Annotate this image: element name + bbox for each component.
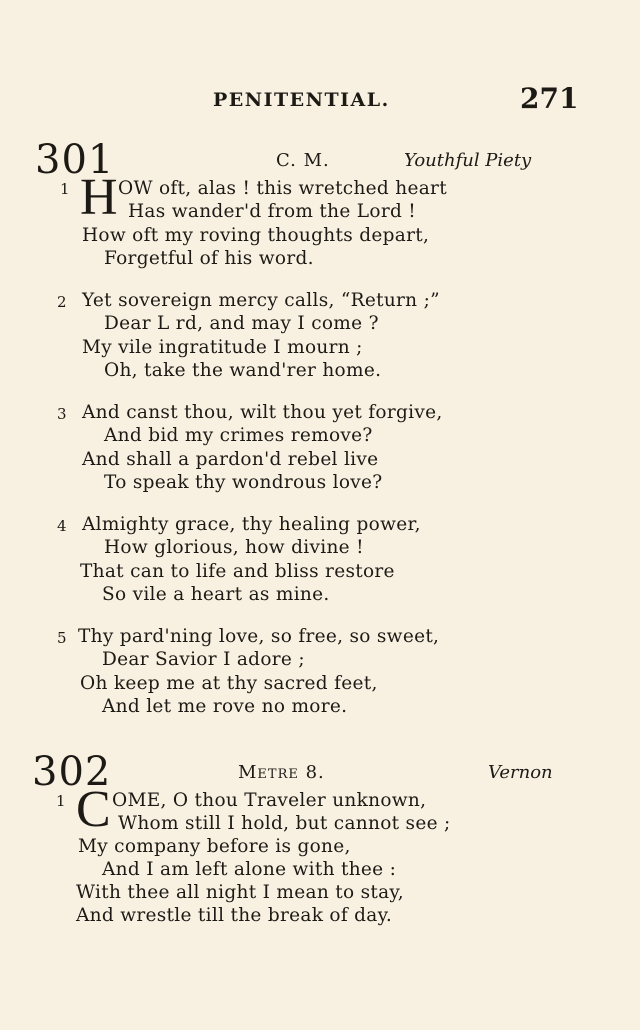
verse-line: How glorious, how divine ! <box>104 537 364 558</box>
verse-line: OME, O thou Traveler unknown, <box>112 790 427 811</box>
verse-line: With thee all night I mean to stay, <box>76 882 404 903</box>
drop-cap: H <box>80 169 118 226</box>
verse-line: Dear Savior I adore ; <box>102 649 305 670</box>
verse-line: And wrestle till the break of day. <box>76 905 393 926</box>
verse-number: 1 <box>60 180 70 198</box>
verse-number: 1 <box>56 792 66 810</box>
verse-line: And let me rove no more. <box>102 696 348 717</box>
verse-line: Forgetful of his word. <box>104 248 314 269</box>
verse-line: Yet sovereign mercy calls, “Return ;” <box>82 290 440 311</box>
verse-line: My company before is gone, <box>78 836 351 857</box>
verse-line: Dear L rd, and may I come ? <box>104 313 379 334</box>
page-number: 271 <box>520 82 579 115</box>
hymn-tune: Vernon <box>488 762 553 783</box>
verse-line: And shall a pardon'd rebel live <box>82 449 379 470</box>
verse-line: How oft my roving thoughts depart, <box>82 225 430 246</box>
verse-line: My vile ingratitude I mourn ; <box>82 337 363 358</box>
verse-number: 3 <box>57 405 67 423</box>
verse-line: And canst thou, wilt thou yet forgive, <box>82 402 443 423</box>
verse-number: 4 <box>57 517 67 535</box>
verse-line: That can to life and bliss restore <box>80 561 395 582</box>
verse-line: Oh, take the wand'rer home. <box>104 360 382 381</box>
verse-line: Almighty grace, thy healing power, <box>82 514 421 535</box>
verse-line: Has wander'd from the Lord ! <box>128 201 417 222</box>
hymn-number: 301 <box>35 137 115 183</box>
verse-line: And I am left alone with thee : <box>102 859 397 880</box>
hymn-tune: Youthful Piety <box>404 150 532 171</box>
running-head: PENITENTIAL. <box>213 89 390 111</box>
verse-line: Thy pard'ning love, so free, so sweet, <box>78 626 440 647</box>
verse-number: 2 <box>57 293 67 311</box>
verse-line: And bid my crimes remove? <box>104 425 373 446</box>
verse-line: Oh keep me at thy sacred feet, <box>80 673 378 694</box>
verse-line: Whom still I hold, but cannot see ; <box>118 813 451 834</box>
hymn-number: 302 <box>32 749 112 795</box>
drop-cap: C <box>76 781 111 838</box>
verse-line: To speak thy wondrous love? <box>104 472 383 493</box>
verse-number: 5 <box>57 629 67 647</box>
hymn-meter: C. M. <box>276 150 330 171</box>
verse-line: OW oft, alas ! this wretched heart <box>118 178 447 199</box>
hymn-meter: Metre 8. <box>238 762 325 783</box>
verse-line: So vile a heart as mine. <box>102 584 330 605</box>
